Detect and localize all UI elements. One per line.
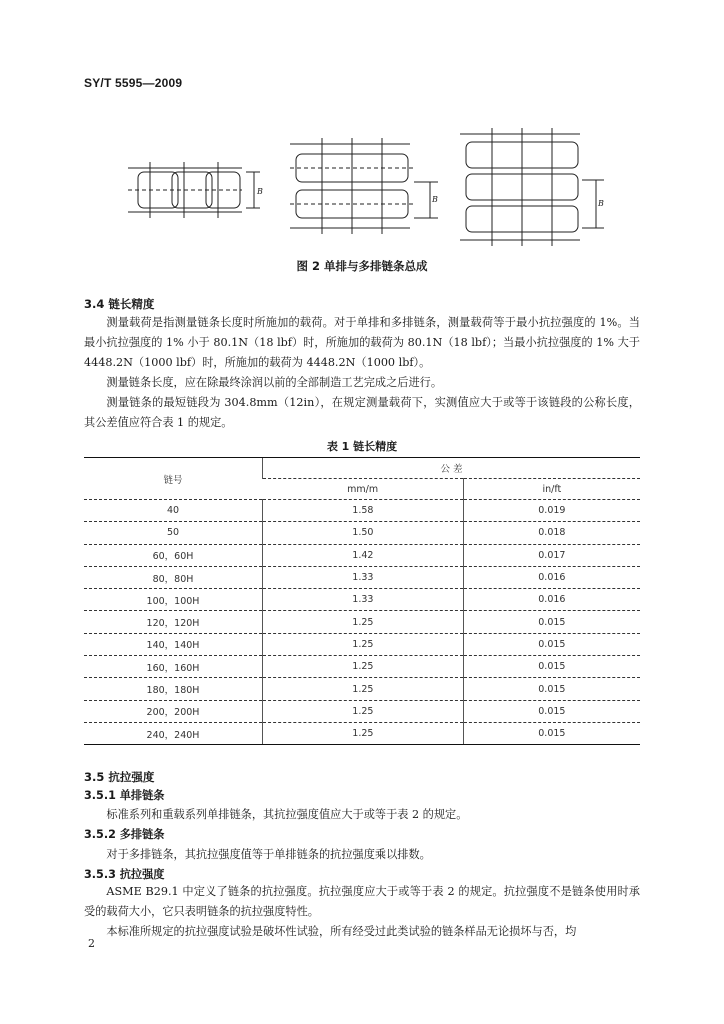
section-heading-3-4: 3.4 链长精度: [84, 297, 155, 311]
table-cell: 0.015: [463, 678, 640, 700]
table-cell: 100，100H: [84, 589, 263, 611]
table-cell: 1.33: [263, 566, 464, 588]
table-cell: 0.018: [463, 522, 640, 544]
paragraph: 测量链条的最短链段为 304.8mm（12in），在规定测量载荷下，实测值应大于或等于该链段的公称长度，其公差值应符合表 1 的规定。: [84, 396, 640, 429]
table-cell: 40: [84, 500, 263, 522]
table-cell: 1.50: [263, 522, 464, 544]
table-row: [84, 722, 640, 744]
table-cell: 0.015: [463, 611, 640, 633]
section-heading-3-5: 3.5 抗拉强度: [84, 770, 155, 784]
table-cell: 80，80H: [84, 566, 263, 588]
table-row: [84, 589, 640, 611]
table-cell: 0.015: [463, 656, 640, 678]
table-row: [84, 633, 640, 655]
table-cell: 120，120H: [84, 611, 263, 633]
subsection-3-5-2-body: 对于多排链条，其抗拉强度值等于单排链条的抗拉强度乘以排数。: [106, 848, 431, 861]
table-cell: 200，200H: [84, 700, 263, 722]
dimension-label-b: B: [257, 187, 263, 196]
table-cell: 180，180H: [84, 678, 263, 700]
subsection-heading-3-5-1: 3.5.1 单排链条: [84, 789, 165, 802]
standard-number: SY/T 5595—2009: [84, 76, 183, 90]
table-row: [84, 700, 640, 722]
table-caption: 表 1 链长精度: [326, 440, 398, 453]
table-cell: 1.25: [263, 722, 464, 744]
table-cell: 0.017: [463, 544, 640, 566]
dimension-label-b: B: [432, 195, 438, 204]
subsection-heading-3-5-2: 3.5.2 多排链条: [84, 828, 165, 841]
table-cell: 1.25: [263, 678, 464, 700]
paragraph: 测量链条长度，应在除最终涂润以前的全部制造工艺完成之后进行。: [106, 376, 443, 389]
single-strand-chain: [128, 162, 260, 218]
column-header-mm: mm/m: [263, 479, 464, 500]
table-cell: 60，60H: [84, 544, 263, 566]
table-cell: 1.58: [263, 500, 464, 522]
table-cell: 240，240H: [84, 722, 263, 744]
table-cell: 0.016: [463, 589, 640, 611]
table-row: [84, 656, 640, 678]
column-header-tolerance: 公 差: [263, 458, 641, 479]
paragraph: 测量载荷是指测量链条长度时所施加的载荷。对于单排和多排链条，测量载荷等于最小抗拉强度的 1%。当最小抗拉强度的 1% 小于 80.1N（18 lbf）时，所施加的载荷为 80.1N（18 lbf）；当最小抗拉强度的 1% 大于 4448.2N（1000 lbf）时，所施加的载荷为 4448.2N（1000 lbf）。: [84, 316, 640, 369]
table-row: [84, 611, 640, 633]
table-row: [84, 678, 640, 700]
table-cell: 0.015: [463, 722, 640, 744]
table-row: [84, 522, 640, 544]
table-cell: 0.016: [463, 566, 640, 588]
subsection-3-5-1-body: 标准系列和重载系列单排链条，其抗拉强度值应大于或等于表 2 的规定。: [106, 808, 468, 821]
table-cell: 1.33: [263, 589, 464, 611]
table-cell: 1.25: [263, 656, 464, 678]
figure-caption: 图 2 单排与多排链条总成: [296, 259, 428, 273]
chain-length-tolerance-table: [84, 457, 640, 745]
column-header-in: in/ft: [463, 479, 640, 500]
triple-strand-chain: [460, 128, 604, 246]
table-cell: 0.015: [463, 700, 640, 722]
section-3-4-body: [84, 313, 640, 433]
page-number: 2: [88, 937, 95, 950]
table-row: [84, 544, 640, 566]
table-cell: 50: [84, 522, 263, 544]
column-header-chain: 链号: [84, 458, 263, 500]
table-row: [84, 500, 640, 522]
subsection-3-5-3-body: ASME B29.1 中定义了链条的抗拉强度。抗拉强度应大于或等于表 2 的规定。抗拉强度不是链条使用时承受的载荷大小，它只表明链条的抗拉强度特性。 本标准所规定的抗拉强度试验是破坏性试验，所有经受过此类试验的链条样品无论损坏与否，均: [84, 885, 640, 938]
dimension-label-b: B: [598, 199, 604, 208]
table-cell: 140，140H: [84, 633, 263, 655]
double-strand-chain: [290, 138, 438, 234]
table-cell: 1.25: [263, 700, 464, 722]
table-cell: 1.42: [263, 544, 464, 566]
table-row: [84, 566, 640, 588]
table-cell: 0.019: [463, 500, 640, 522]
subsection-heading-3-5-3: 3.5.3 抗拉强度: [84, 868, 165, 881]
table-cell: 160，160H: [84, 656, 263, 678]
chain-assembly-figure: [120, 128, 620, 248]
table-cell: 0.015: [463, 633, 640, 655]
table-cell: 1.25: [263, 611, 464, 633]
table-cell: 1.25: [263, 633, 464, 655]
